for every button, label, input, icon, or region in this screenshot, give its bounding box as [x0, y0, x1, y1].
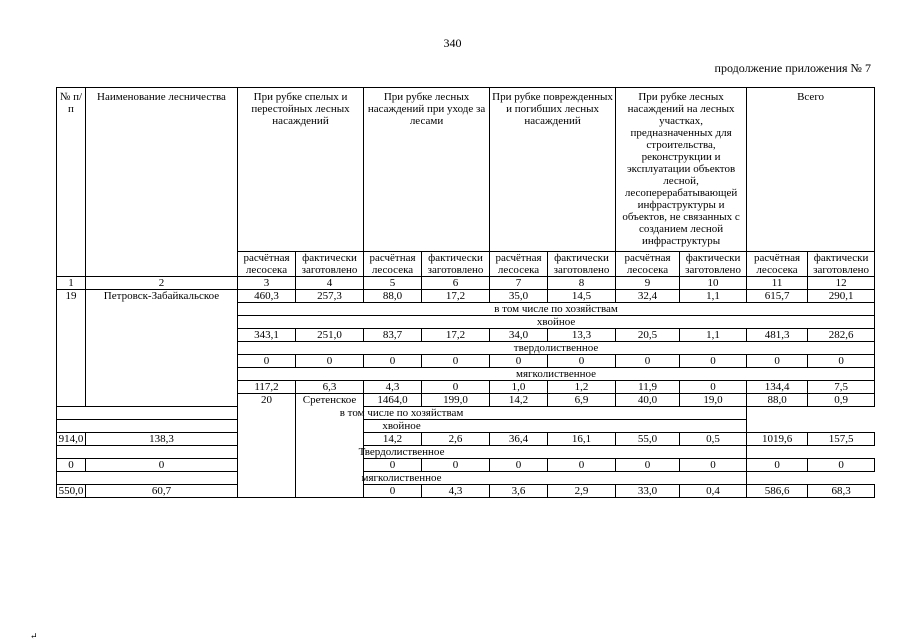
table-cell: 20,5 — [616, 329, 680, 342]
table-cell: 0 — [680, 459, 747, 472]
column-number: 12 — [808, 277, 875, 290]
table-cell: 914,0 — [57, 433, 86, 446]
table-cell: 11,9 — [616, 381, 680, 394]
subheader-actual: фактически заготовлено — [548, 252, 616, 277]
column-number: 9 — [616, 277, 680, 290]
table-cell: 1464,0 — [364, 394, 422, 407]
table-cell: 7,5 — [808, 381, 875, 394]
header-num: № п/п — [57, 88, 86, 277]
table-cell: 6,3 — [296, 381, 364, 394]
column-number: 8 — [548, 277, 616, 290]
subheader-actual: фактически заготовлено — [680, 252, 747, 277]
table-cell: 32,4 — [616, 290, 680, 303]
table-cell: 0,9 — [808, 394, 875, 407]
section-label-hardwood: твердолиственное — [238, 342, 875, 355]
table-cell: 550,0 — [57, 485, 86, 498]
header-row — [57, 88, 875, 252]
table-row-20-hardwood — [57, 459, 875, 472]
table-cell: 0 — [548, 459, 616, 472]
column-number: 7 — [490, 277, 548, 290]
text-cursor-icon: ↵ — [30, 631, 38, 641]
table-row-19-total — [57, 290, 875, 303]
table-cell: 615,7 — [747, 290, 808, 303]
subheader-actual: фактически заготовлено — [296, 252, 364, 277]
section-label-by-farms: в том числе по хозяйствам — [57, 407, 747, 420]
logging-table — [56, 87, 875, 498]
table-cell: 88,0 — [747, 394, 808, 407]
column-number: 3 — [238, 277, 296, 290]
header-total: Всего — [747, 88, 875, 252]
table-cell: 199,0 — [422, 394, 490, 407]
table-cell: 40,0 — [616, 394, 680, 407]
table-cell: 34,0 — [490, 329, 548, 342]
column-number: 4 — [296, 277, 364, 290]
section-label-row — [57, 446, 875, 459]
table-cell: 138,3 — [86, 433, 238, 446]
table-cell: 157,5 — [808, 433, 875, 446]
column-number: 5 — [364, 277, 422, 290]
subheader-actual: фактически заготовлено — [422, 252, 490, 277]
table-cell: 0 — [616, 459, 680, 472]
table-cell: 1,0 — [490, 381, 548, 394]
table-cell: 0 — [680, 355, 747, 368]
section-label-hardwood: Твердолиственное — [57, 446, 747, 459]
table-cell: 0 — [490, 459, 548, 472]
table-cell: 55,0 — [616, 433, 680, 446]
table-cell: 251,0 — [296, 329, 364, 342]
header-mature-logging: При рубке спелых и перестойных лесных насаждений — [238, 88, 364, 252]
header-forestry-name: Наименование лесничества — [86, 88, 238, 277]
table-cell: 14,5 — [548, 290, 616, 303]
column-number-row — [57, 277, 875, 290]
table-row-20-softwood — [57, 485, 875, 498]
table-cell: 19,0 — [680, 394, 747, 407]
table-cell: 343,1 — [238, 329, 296, 342]
page-number: 340 — [443, 36, 462, 50]
table-cell: 2,9 — [548, 485, 616, 498]
table-cell: 35,0 — [490, 290, 548, 303]
table-cell: 0 — [238, 355, 296, 368]
table-cell: 6,9 — [548, 394, 616, 407]
table-cell: 0 — [364, 355, 422, 368]
header-construction-logging: При рубке лесных насаждений на лесных участках, предназначенных для строительства, реконструкции и эксплуатации объектов лесной, лесоперерабатывающей инфраструктуры и объектов, не связанных с созданием лесной инфраструктуры — [616, 88, 747, 252]
table-cell: 83,7 — [364, 329, 422, 342]
district-number: 19 — [57, 290, 86, 407]
table-cell: 13,3 — [548, 329, 616, 342]
table-cell: 17,2 — [422, 329, 490, 342]
header-damaged-logging: При рубке поврежденных и погибших лесных насаждений — [490, 88, 616, 252]
subheader-planned: расчётная лесосека — [616, 252, 680, 277]
district-number: 20 — [238, 394, 296, 498]
table-cell: 586,6 — [747, 485, 808, 498]
section-label-softwood: мягколиственное — [238, 368, 875, 381]
table-cell: 1,1 — [680, 329, 747, 342]
table-cell: 1,2 — [548, 381, 616, 394]
section-label-row — [57, 472, 875, 485]
table-cell: 17,2 — [422, 290, 490, 303]
header-care-logging: При рубке лесных насаждений при уходе за лесами — [364, 88, 490, 252]
table-cell: 1,1 — [680, 290, 747, 303]
section-label-coniferous: хвойное — [238, 316, 875, 329]
table-cell: 14,2 — [490, 394, 548, 407]
table-cell: 117,2 — [238, 381, 296, 394]
table-cell: 68,3 — [808, 485, 875, 498]
table-cell: 0 — [747, 459, 808, 472]
table-cell: 0,5 — [680, 433, 747, 446]
table-cell: 88,0 — [364, 290, 422, 303]
column-number: 10 — [680, 277, 747, 290]
table-cell: 257,3 — [296, 290, 364, 303]
table-cell: 0 — [86, 459, 238, 472]
table-cell: 2,6 — [422, 433, 490, 446]
table-cell: 134,4 — [747, 381, 808, 394]
table-cell: 1019,6 — [747, 433, 808, 446]
table-cell: 60,7 — [86, 485, 238, 498]
section-label-coniferous: хвойное — [57, 420, 747, 433]
table-cell: 0 — [296, 355, 364, 368]
district-name: Сретенское — [296, 394, 364, 498]
subheader-actual: фактически заготовлено — [808, 252, 875, 277]
table-cell: 0 — [616, 355, 680, 368]
column-number: 11 — [747, 277, 808, 290]
table-cell: 0 — [422, 459, 490, 472]
subheader-planned: расчётная лесосека — [747, 252, 808, 277]
table-cell: 33,0 — [616, 485, 680, 498]
table-cell: 0 — [57, 459, 86, 472]
table-cell: 4,3 — [422, 485, 490, 498]
section-label-softwood: мягколиственное — [57, 472, 747, 485]
appendix-note: продолжение приложения № 7 — [714, 61, 871, 75]
column-number: 6 — [422, 277, 490, 290]
subheader-planned: расчётная лесосека — [238, 252, 296, 277]
table-cell: 3,6 — [490, 485, 548, 498]
table-cell: 36,4 — [490, 433, 548, 446]
table-cell: 0 — [808, 459, 875, 472]
column-number: 1 — [57, 277, 86, 290]
section-label-row — [57, 407, 875, 420]
table-cell: 0 — [364, 459, 422, 472]
section-label-row — [57, 420, 875, 433]
column-number: 2 — [86, 277, 238, 290]
table-row-20-coniferous — [57, 433, 875, 446]
table-cell: 14,2 — [364, 433, 422, 446]
table-cell: 0 — [364, 485, 422, 498]
table-cell: 4,3 — [364, 381, 422, 394]
table-cell: 0 — [747, 355, 808, 368]
table-cell: 0 — [680, 381, 747, 394]
section-label-by-farms: в том числе по хозяйствам — [238, 303, 875, 316]
subheader-planned: расчётная лесосека — [490, 252, 548, 277]
table-cell: 481,3 — [747, 329, 808, 342]
table-cell: 290,1 — [808, 290, 875, 303]
district-name: Петровск-Забайкальское — [86, 290, 238, 407]
table-cell: 0,4 — [680, 485, 747, 498]
subheader-planned: расчётная лесосека — [364, 252, 422, 277]
table-cell: 0 — [548, 355, 616, 368]
table-cell: 0 — [422, 355, 490, 368]
table-cell: 16,1 — [548, 433, 616, 446]
table-cell: 0 — [490, 355, 548, 368]
table-cell: 0 — [808, 355, 875, 368]
table-cell: 0 — [422, 381, 490, 394]
table-cell: 282,6 — [808, 329, 875, 342]
table-cell: 460,3 — [238, 290, 296, 303]
